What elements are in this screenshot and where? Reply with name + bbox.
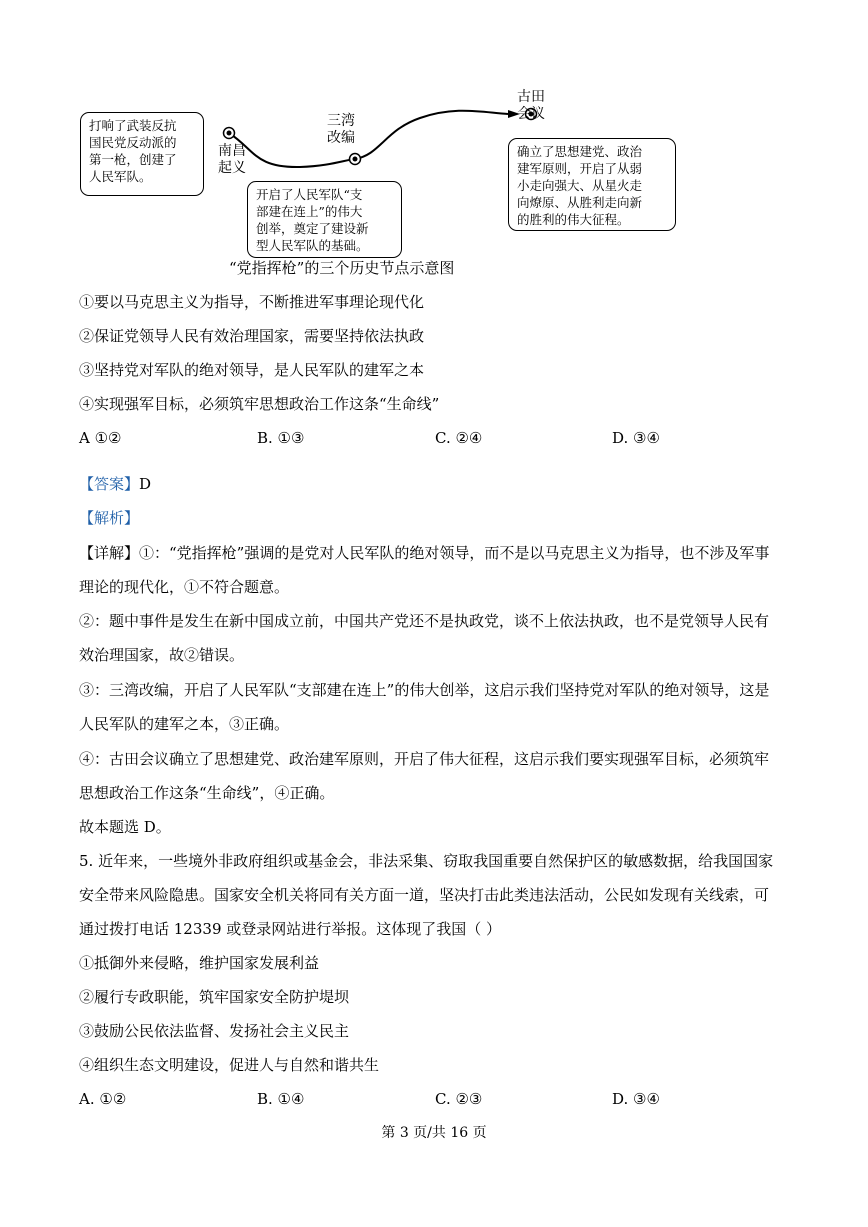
q5-statement: ②履行专政职能，筑牢国家安全防护堤坝 (79, 988, 350, 1006)
detail-line: ②：题中事件是发生在新中国成立前，中国共产党还不是执政党，谈不上依法执政，也不是党领导人民有 (79, 612, 770, 630)
q4-option-b: B. ①③ (257, 429, 305, 447)
callout-line: 确立了思想建党、政治 (517, 144, 643, 159)
callout-line: 第一枪，创建了 (89, 152, 177, 167)
q4-statement: ①要以马克思主义为指导，不断推进军事理论现代化 (79, 293, 425, 311)
node-label-gutian (517, 89, 545, 123)
q5-option-c: C. ②③ (435, 1090, 483, 1108)
node-label-line: 起义 (218, 160, 246, 176)
q4-statement: ②保证党领导人民有效治理国家，需要坚持依法执政 (79, 327, 425, 345)
node-label-sanwan (327, 113, 355, 147)
q4-option-c: C. ②④ (435, 429, 483, 447)
node-label-line: 会议 (517, 106, 545, 122)
answer-tag: 【答案】 (79, 475, 140, 493)
detail-line: 思想政治工作这条“生命线”，④正确。 (79, 784, 335, 802)
q5-statement: ①抵御外来侵略，维护国家发展利益 (79, 954, 320, 972)
detail-line: 理论的现代化，①不符合题意。 (79, 578, 290, 596)
q5-stem-line: 安全带来风险隐患。国家安全机关将同有关方面一道，坚决打击此类违法活动，公民如发现有关线索，可 (79, 886, 770, 904)
callout-line: 人民军队。 (89, 169, 152, 184)
callout-line: 型人民军队的基础。 (256, 238, 369, 253)
detail-line: 人民军队的建军之本，③正确。 (79, 715, 290, 733)
detail-tag: 【详解】 (79, 544, 140, 562)
detail-line (79, 543, 769, 563)
q5-option-d: D. ③④ (612, 1090, 660, 1108)
detail-text: ①：“党指挥枪”强调的是党对人民军队的绝对领导，而不是以马克思主义为指导，也不涉及军事 (139, 544, 770, 562)
analysis-tag: 【解析】 (79, 509, 140, 527)
node-label-nanchang (218, 143, 246, 177)
callout-line: 创举，奠定了建设新 (256, 221, 369, 236)
q4-statement: ③坚持党对军队的绝对领导，是人民军队的建军之本 (79, 361, 425, 379)
q5-stem-line: 通过拨打电话 12339 或登录网站进行举报。这体现了我国（ ） (79, 920, 502, 938)
node-label-line: 南昌 (218, 143, 246, 159)
q5-statement: ③鼓励公民依法监督、发扬社会主义民主 (79, 1022, 350, 1040)
diagram-caption: “党指挥枪”的三个历史节点示意图 (229, 259, 455, 277)
callout-line: 国民党反动派的 (89, 135, 177, 150)
q4-option-d: D. ③④ (612, 429, 660, 447)
history-nodes-diagram (0, 0, 868, 290)
callout-sanwan (247, 181, 402, 258)
detail-line: 效治理国家，故②错误。 (79, 646, 245, 664)
callout-line: 的胜利的伟大征程。 (517, 212, 630, 227)
answer-line (79, 474, 151, 494)
callout-gutian (508, 138, 676, 231)
callout-line: 向燎原、从胜利走向新 (517, 195, 643, 210)
callout-line: 开启了人民军队“支 (256, 187, 363, 202)
node-label-line: 古田 (517, 89, 545, 105)
callout-line: 部建在连上”的伟大 (256, 204, 363, 219)
q5-stem-line: 5. 近年来，一些境外非政府组织或基金会，非法采集、窃取我国重要自然保护区的敏感数据，给我国国家 (79, 852, 774, 870)
callout-line: 建军原则，开启了从弱 (517, 161, 643, 176)
q5-statement: ④组织生态文明建设，促进人与自然和谐共生 (79, 1056, 380, 1074)
detail-line: ③：三湾改编，开启了人民军队“支部建在连上”的伟大创举，这启示我们坚持党对军队的绝对领导，这是 (79, 681, 770, 699)
q5-option-b: B. ①④ (257, 1090, 305, 1108)
detail-line: 故本题选 D。 (79, 818, 171, 836)
callout-line: 打响了武装反抗 (89, 118, 177, 133)
callout-nanchang (80, 112, 204, 196)
answer-value: D (139, 475, 152, 493)
q4-statement: ④实现强军目标，必须筑牢思想政治工作这条“生命线” (79, 395, 440, 413)
node-label-line: 三湾 (327, 113, 355, 129)
q5-option-a: A. ①② (79, 1090, 127, 1108)
page-footer: 第 3 页/共 16 页 (381, 1125, 487, 1141)
q4-option-a: A ①② (79, 429, 122, 447)
callout-line: 小走向强大、从星火走 (517, 178, 643, 193)
node-label-line: 改编 (327, 130, 355, 146)
detail-line: ④：古田会议确立了思想建党、政治建军原则，开启了伟大征程，这启示我们要实现强军目标，必须筑牢 (79, 750, 770, 768)
